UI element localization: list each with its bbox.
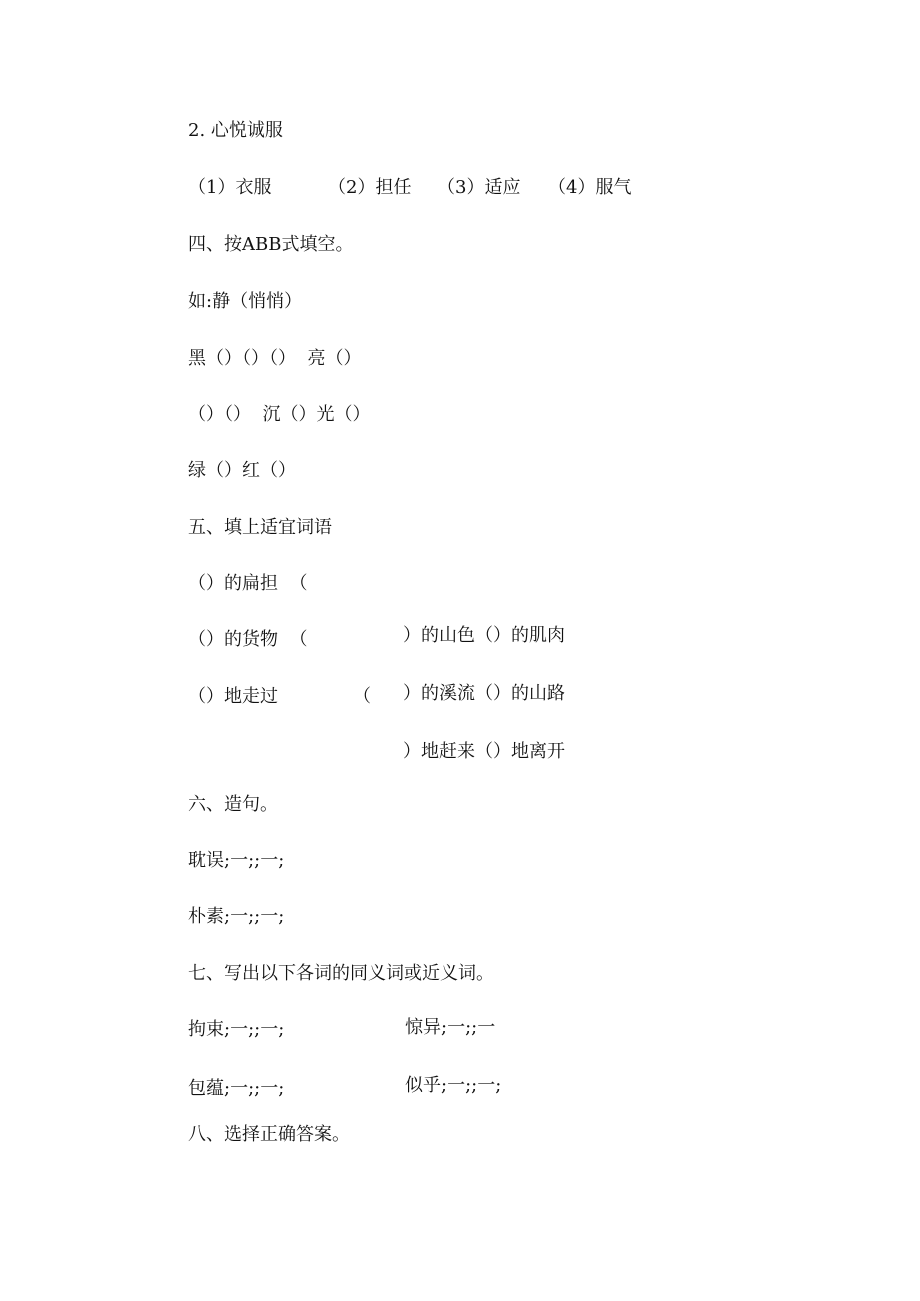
section-4-heading: 四、按ABB式填空。 <box>188 234 354 255</box>
section-7-left-2: 包蕴;一;;一; <box>188 1078 285 1099</box>
section-5-right-2: ）的溪流（）的山路 <box>403 683 565 704</box>
section-5-right-1: ）的山色（）的肌肉 <box>403 625 565 646</box>
section-7-left-1: 拘束;一;;一; <box>188 1019 285 1040</box>
section-8-heading: 八、选择正确答案。 <box>188 1124 350 1145</box>
section-4-example: 如:静（悄悄） <box>188 291 303 312</box>
section-6-item-2: 朴素;一;;一; <box>188 906 285 927</box>
section-5-mid-paren: （ <box>353 686 371 707</box>
section-4-row-3: 绿（）红（） <box>188 460 296 481</box>
section-5-left-3: （）地走过 <box>188 686 278 707</box>
item-2-option-2: （2）担任 <box>328 177 412 198</box>
section-6-item-1: 耽误;一;;一; <box>188 850 285 871</box>
section-7-right-2: 似乎;一;;一; <box>405 1075 502 1096</box>
section-6-heading: 六、造句。 <box>188 794 278 815</box>
item-2-title: 2. 心悦诚服 <box>188 120 283 141</box>
section-5-heading: 五、填上适宜词语 <box>188 517 332 538</box>
section-5-left-2: （）的货物 （ <box>188 629 308 650</box>
section-4-row-1: 黑（）（）（） 亮（） <box>188 348 362 369</box>
section-7-heading: 七、写出以下各词的同义词或近义词。 <box>188 963 494 984</box>
item-2-option-3: （3）适应 <box>437 177 521 198</box>
section-5-left-1: （）的扁担 （ <box>188 573 308 594</box>
section-7-right-1: 惊异;一;;一 <box>405 1017 496 1038</box>
item-2-option-1: （1）衣服 <box>188 177 272 198</box>
section-5-right-3: ）地赶来（）地离开 <box>403 741 565 762</box>
section-4-row-2: （）（） 沉（）光（） <box>188 404 371 425</box>
item-2-option-4: （4）服气 <box>548 177 632 198</box>
